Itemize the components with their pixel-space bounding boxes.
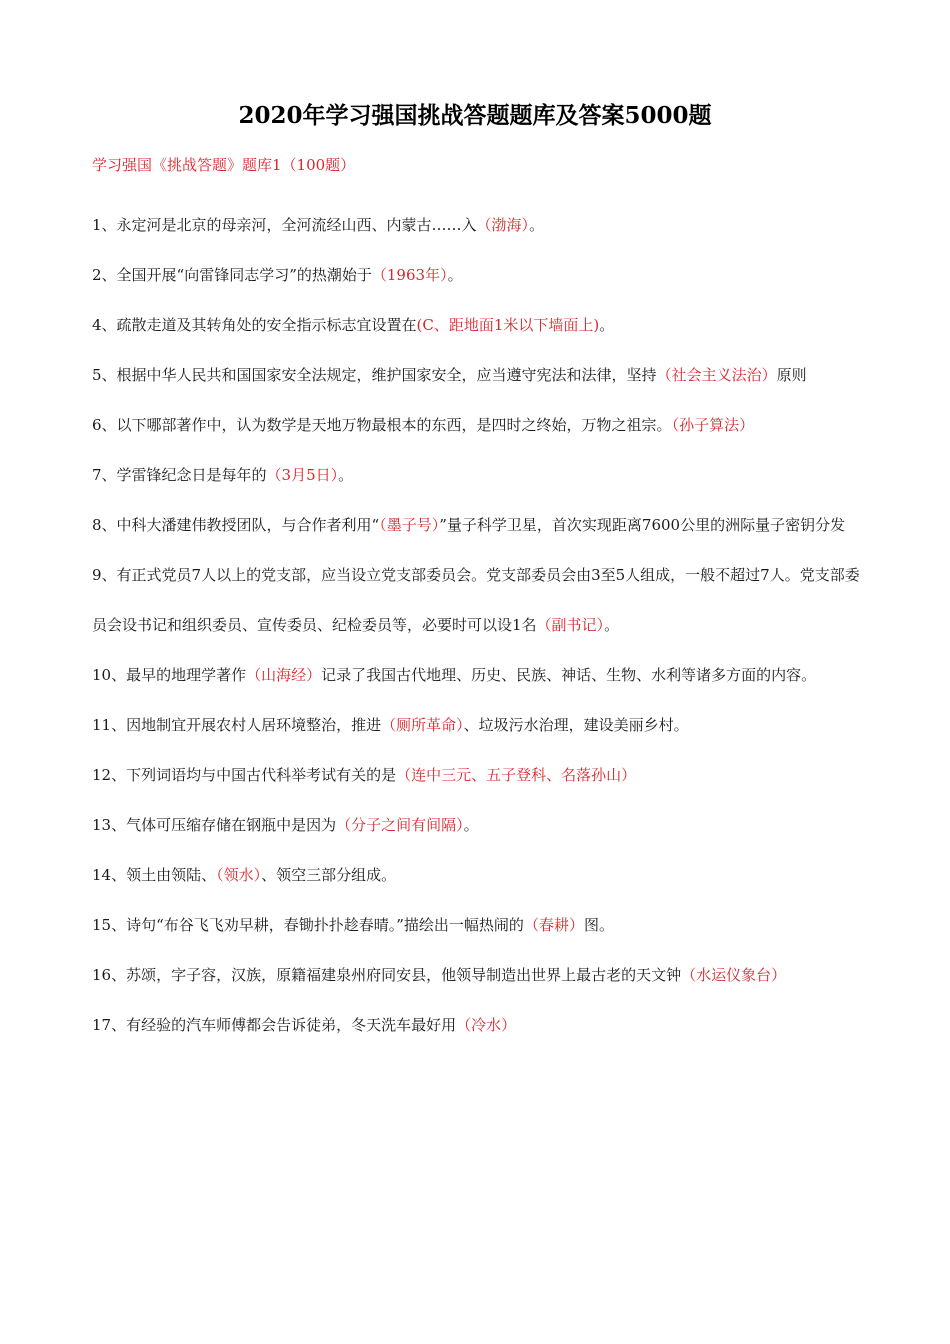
question-item [92, 550, 860, 650]
question-text: 9、有正式党员7人以上的党支部，应当设立党支部委员会。党支部委员会由3至5人组成，一般不超过7人。党支部委员会设书记和组织委员、宣传委员、纪检委员等，必要时可以设1名 [92, 566, 860, 634]
answer-text: （墨子号） [379, 516, 440, 534]
question-item [92, 450, 860, 500]
question-item [92, 800, 860, 850]
question-item [92, 200, 860, 250]
question-item [92, 850, 860, 900]
question-text: 17、有经验的汽车师傅都会告诉徒弟，冬天洗车最好用 [92, 1016, 457, 1034]
question-text: 1、永定河是北京的母亲河，全河流经山西、内蒙古……入 [92, 216, 477, 234]
question-item [92, 500, 860, 550]
question-text-tail: 、垃圾污水治理，建设美丽乡村。 [463, 716, 689, 734]
answer-text: （副书记） [536, 616, 605, 634]
question-text-tail: 。 [604, 616, 620, 634]
question-text: 15、诗句“布谷飞飞劝早耕，春锄扑扑趁春晴。”描绘出一幅热闹的 [92, 916, 524, 934]
section-heading: 学习强国《挑战答题》题库1（100题） [92, 156, 356, 174]
question-text-tail: 、领空三部分组成。 [261, 866, 397, 884]
question-text-tail: 图。 [583, 916, 614, 934]
answer-text: （水运仪象台） [681, 966, 787, 984]
question-text-tail: 。 [599, 316, 615, 334]
answer-text: （渤海） [476, 216, 530, 234]
question-text-tail: 原则 [776, 366, 807, 384]
question-item [92, 250, 860, 300]
answer-text: （领水） [216, 866, 262, 884]
answer-text: （3月5日） [266, 466, 339, 484]
question-text: 5、根据中华人民共和国国家安全法规定，维护国家安全，应当遵守宪法和法律，坚持 [92, 366, 657, 384]
question-text-tail: 。 [529, 216, 545, 234]
answer-text: （孙子算法） [671, 416, 755, 434]
question-item [92, 950, 860, 1000]
question-text: 10、最早的地理学著作 [92, 666, 247, 684]
answer-text: （冷水） [456, 1016, 517, 1034]
question-item [92, 400, 860, 450]
question-text: 13、气体可压缩存储在钢瓶中是因为 [92, 816, 337, 834]
question-text: 14、领土由领陆、 [92, 866, 217, 884]
question-text: 2、全国开展“向雷锋同志学习”的热潮始于 [92, 266, 372, 284]
question-item [92, 350, 860, 400]
question-text: 12、下列词语均与中国古代科举考试有关的是 [92, 766, 397, 784]
answer-text: （社会主义法治） [656, 366, 777, 384]
question-text: 16、苏颂，字子容，汉族，原籍福建泉州府同安县，他领导制造出世界上最古老的天文钟 [92, 966, 682, 984]
question-text-tail: 。 [463, 816, 479, 834]
question-text-tail: 。 [447, 266, 463, 284]
answer-text: (C、距地面1米以下墙面上) [416, 316, 600, 334]
question-text-tail: 。 [338, 466, 354, 484]
question-item [92, 700, 860, 750]
question-item [92, 750, 860, 800]
question-text: 6、以下哪部著作中，认为数学是天地万物最根本的东西，是四时之终始，万物之祖宗。 [92, 416, 672, 434]
answer-text: （分子之间有间隔） [336, 816, 464, 834]
question-text-tail: 记录了我国古代地理、历史、民族、神话、生物、水利等诸多方面的内容。 [321, 666, 817, 684]
question-text-tail: ”量子科学卫星，首次实现距离7600公里的洲际量子密钥分发 [439, 516, 846, 534]
question-item [92, 900, 860, 950]
question-text: 4、疏散走道及其转角处的安全指示标志宜设置在 [92, 316, 417, 334]
answer-text: （山海经） [246, 666, 322, 684]
answer-text: （春耕） [523, 916, 584, 934]
question-item [92, 300, 860, 350]
answer-text: （厕所革命） [381, 716, 464, 734]
question-text: 8、中科大潘建伟教授团队，与合作者利用“ [92, 516, 380, 534]
question-text: 7、学雷锋纪念日是每年的 [92, 466, 267, 484]
document-title: 2020年学习强国挑战答题题库及答案5000题 [238, 102, 712, 129]
question-list [92, 200, 860, 1050]
question-item [92, 650, 860, 700]
question-text: 11、因地制宜开展农村人居环境整治，推进 [92, 716, 382, 734]
answer-text: （1963年） [371, 266, 448, 284]
question-item [92, 1000, 860, 1050]
answer-text: （连中三元、五子登科、名落孙山） [396, 766, 637, 784]
